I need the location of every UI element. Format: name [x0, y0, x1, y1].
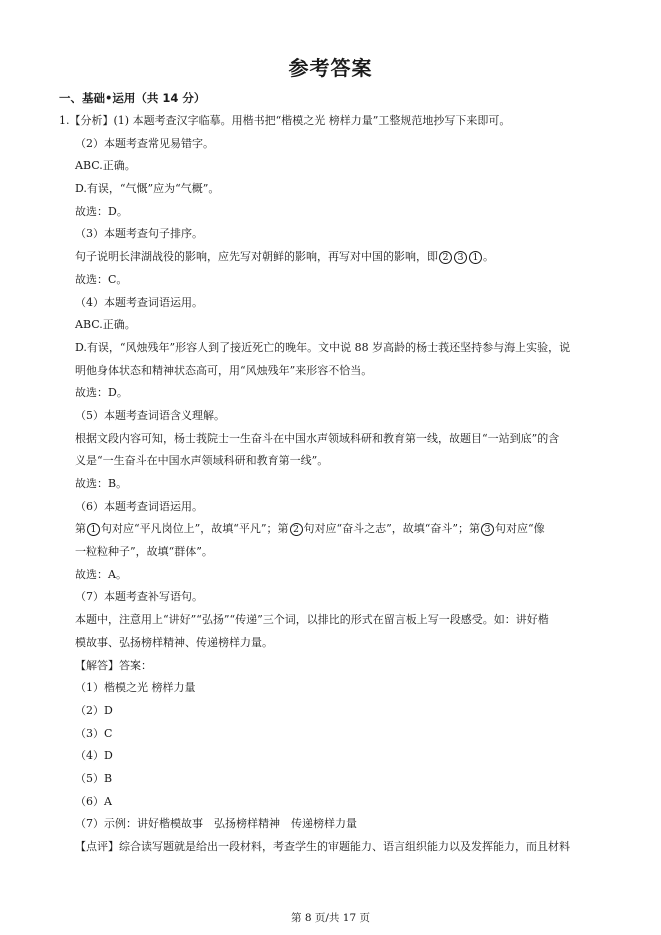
- q1-part3-answer: 故选：C。: [75, 272, 128, 286]
- q1-part4-line2: D.有误，“风烛残年”形容人到了接近死亡的晚年。文中说 88 岁高龄的杨士莪还坚持参与海上实验，说: [75, 340, 571, 354]
- circled-number-2: 2: [439, 251, 452, 264]
- q1-part3-heading: （3）本题考查句子排序。: [75, 227, 203, 241]
- q1-part5-answer: 故选：B。: [75, 477, 128, 490]
- circled-number-1: 1: [469, 251, 482, 264]
- q1-analysis-intro: 1.【分析】(1) 本题考查汉字临摹。用楷书把“楷模之光 榜样力量”工整规范地抄写下来即可。: [59, 114, 511, 127]
- q1-part3-text: 句子说明长津湖战役的影响，应先写对朝鲜的影响，再写对中国的影响，即: [75, 250, 438, 264]
- answer-content: [59, 110, 607, 859]
- q1-solution-heading: 【解答】答案：: [75, 658, 152, 672]
- q1-part6-line2: 一粒粒种子”，故填“群体”。: [75, 545, 213, 559]
- q1-part6-answer: 故选：A。: [75, 567, 127, 581]
- circled-number-3: 3: [454, 251, 467, 264]
- q1-answer-7: （7）示例：讲好楷模故事 弘扬榜样精神 传递榜样力量: [75, 817, 357, 831]
- page-number: 第 8 页/共 17 页: [291, 912, 370, 924]
- circled-number-2: 2: [290, 523, 303, 536]
- q1-part6-text-b: 句对应“平凡岗位上”，故填“平凡”；第: [101, 522, 289, 536]
- circled-number-3: 3: [481, 523, 494, 536]
- q1-part6-text-a: 第: [75, 522, 86, 536]
- q1-part3-line1: [59, 246, 607, 269]
- section-heading: 一、基础•运用（共 14 分）: [59, 91, 206, 105]
- page-title: 参考答案: [288, 56, 373, 80]
- q1-answer-4: （4）D: [75, 749, 113, 763]
- q1-part6-text-c: 句对应“奋斗之志”，故填“奋斗”；第: [303, 522, 480, 536]
- q1-part2-heading: （2）本题考查常见易错字。: [75, 136, 214, 150]
- q1-part4-line3: 明他身体状态和精神状态高可，用“风烛残年”来形容不恰当。: [75, 363, 373, 377]
- q1-answer-6: （6）A: [75, 794, 112, 808]
- circled-number-1: 1: [87, 523, 100, 536]
- q1-answer-2: （2）D: [75, 703, 113, 717]
- q1-part5-heading: （5）本题考查词语含义理解。: [75, 408, 225, 422]
- q1-part4-answer: 故选：D。: [75, 386, 128, 400]
- q1-part2-line2: D.有误，“气慨”应为“气概”。: [75, 182, 220, 196]
- q1-part7-line1: 本题中，注意用上“讲好”“弘扬”“传递”三个词，以排比的形式在留言板上写一段感受。如：讲好楷: [75, 613, 549, 627]
- q1-part6-text-d: 句对应“像: [495, 522, 545, 536]
- q1-part4-line1: ABC.正确。: [75, 318, 136, 332]
- q1-part6-line1: [59, 518, 607, 541]
- q1-part3-period: 。: [483, 250, 494, 264]
- q1-part5-line1: 根据文段内容可知，杨士莪院士一生奋斗在中国水声领域科研和教育第一线，故题目“一站到底”的含: [75, 431, 560, 445]
- q1-part5-line2: 义是“一生奋斗在中国水声领域科研和教育第一线”。: [75, 454, 329, 468]
- q1-comment: 【点评】综合读写题就是给出一段材料，考查学生的审题能力、语言组织能力以及发挥能力，而且材料: [75, 840, 570, 853]
- q1-answer-1: （1）楷模之光 榜样力量: [75, 681, 196, 695]
- q1-part7-line2: 模故事、弘扬榜样精神、传递榜样力量。: [75, 635, 273, 649]
- q1-part7-heading: （7）本题考查补写语句。: [75, 590, 203, 604]
- q1-answer-5: （5）B: [75, 771, 113, 785]
- q1-part6-heading: （6）本题考查词语运用。: [75, 499, 203, 513]
- q1-part2-answer: 故选：D。: [75, 204, 128, 218]
- q1-answer-3: （3）C: [75, 726, 113, 740]
- q1-part2-line1: ABC.正确。: [75, 159, 136, 173]
- q1-part4-heading: （4）本题考查词语运用。: [75, 295, 203, 309]
